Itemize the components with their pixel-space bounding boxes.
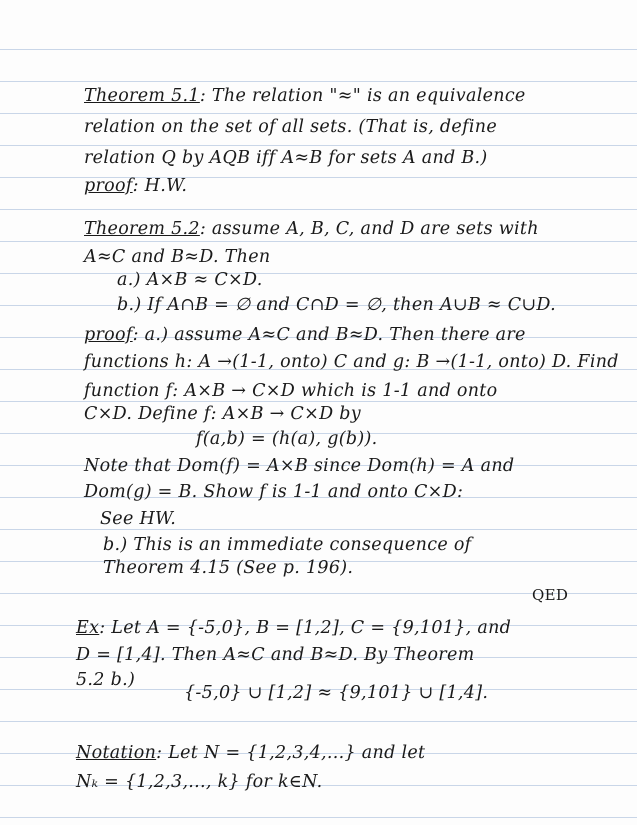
example-line-1-text: : Let A = {-5,0}, B = [1,2], C = {9,101}, and: [99, 618, 512, 638]
proof-label: proof: [84, 176, 133, 196]
theorem-5-1-statement: : The relation "≈" is an equivalence: [199, 86, 526, 106]
theorem-5-2-proof-line-5: f(a,b) = (h(a), g(b)).: [196, 429, 378, 449]
example-line-1: [76, 618, 511, 638]
theorem-5-1-line-3: relation Q by AQB iff A≈B for sets A and B.): [84, 148, 488, 168]
theorem-5-2-proof-line-2: functions h: A →(1-1, onto) C and g: B →(1-1, onto) D. Find: [84, 352, 619, 372]
theorem-5-1-line-2: relation on the set of all sets. (That is, define: [84, 117, 497, 137]
theorem-5-2-part-b: b.) If A∩B = ∅ and C∩D = ∅, then A∪B ≈ C∪D.: [117, 295, 556, 315]
theorem-5-2-proof-line-9: b.) This is an immediate consequence of: [103, 535, 472, 555]
notation-line-2: Nₖ = {1,2,3,..., k} for k∈N.: [76, 772, 323, 792]
example-label: Ex: [76, 618, 100, 638]
theorem-5-1-line-1: [84, 86, 526, 106]
proof-line-1-text: : a.) assume A≈C and B≈D. Then there are: [132, 325, 526, 345]
example-line-4: {-5,0} ∪ [1,2] ≈ {9,101} ∪ [1,4].: [184, 683, 489, 703]
theorem-5-2-title: Theorem 5.2: [84, 219, 200, 239]
proof-text: : H.W.: [132, 176, 188, 196]
qed-mark: QED: [532, 586, 569, 604]
theorem-5-2-proof-line-8: See HW.: [100, 509, 177, 529]
proof-label: proof: [84, 325, 133, 345]
theorem-5-2-proof-line-10: Theorem 4.15 (See p. 196).: [103, 558, 354, 578]
theorem-5-2-line-2: A≈C and B≈D. Then: [84, 247, 271, 267]
theorem-5-1-title: Theorem 5.1: [84, 86, 200, 106]
notation-line-1-text: : Let N = {1,2,3,4,...} and let: [156, 743, 426, 763]
theorem-5-2-statement: : assume A, B, C, and D are sets with: [199, 219, 539, 239]
example-line-3: 5.2 b.): [76, 670, 136, 690]
example-line-2: D = [1,4]. Then A≈C and B≈D. By Theorem: [76, 645, 475, 665]
notation-label: Notation: [76, 743, 157, 763]
notation-line-1: [76, 743, 425, 763]
theorem-5-2-proof-line-1: [84, 325, 526, 345]
theorem-5-2-proof-line-3: function f: A×B → C×D which is 1-1 and onto: [84, 381, 498, 401]
theorem-5-2-part-a: a.) A×B ≈ C×D.: [117, 270, 263, 290]
theorem-5-1-proof: [84, 176, 187, 196]
theorem-5-2-line-1: [84, 219, 539, 239]
theorem-5-2-proof-line-7: Dom(g) = B. Show f is 1-1 and onto C×D:: [84, 482, 464, 502]
theorem-5-2-proof-line-4: C×D. Define f: A×B → C×D by: [84, 404, 361, 424]
theorem-5-2-proof-line-6: Note that Dom(f) = A×B since Dom(h) = A and: [84, 456, 515, 476]
